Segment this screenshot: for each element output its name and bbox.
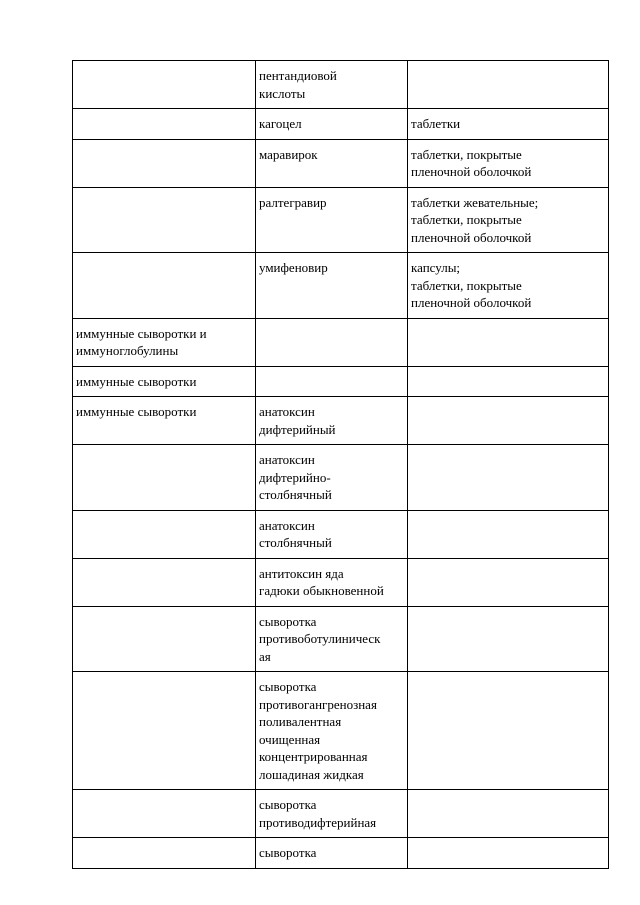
- table-row: [73, 397, 609, 445]
- cell-form: [408, 558, 609, 606]
- cell-name: кагоцел: [256, 109, 408, 140]
- cell-name: умифеновир: [256, 253, 408, 319]
- cell-form: капсулы; таблетки, покрытые пленочной оболочкой: [408, 253, 609, 319]
- cell-group: [73, 672, 256, 790]
- cell-name: пентандиовой кислоты: [256, 61, 408, 109]
- cell-name: антитоксин яда гадюки обыкновенной: [256, 558, 408, 606]
- table-row: [73, 838, 609, 869]
- drug-list-table: [72, 60, 609, 869]
- cell-group: [73, 838, 256, 869]
- cell-name: сыворотка противоботулиническ ая: [256, 606, 408, 672]
- cell-group: [73, 510, 256, 558]
- cell-group: иммунные сыворотки: [73, 366, 256, 397]
- cell-form: [408, 397, 609, 445]
- cell-group: [73, 606, 256, 672]
- table-row: [73, 318, 609, 366]
- table-row: [73, 366, 609, 397]
- table-row: [73, 187, 609, 253]
- cell-name: анатоксин дифтерийно- столбнячный: [256, 445, 408, 511]
- cell-form: таблетки, покрытые пленочной оболочкой: [408, 139, 609, 187]
- cell-form: [408, 606, 609, 672]
- table-row: [73, 139, 609, 187]
- cell-name: ралтегравир: [256, 187, 408, 253]
- table-row: [73, 109, 609, 140]
- cell-group: [73, 187, 256, 253]
- cell-name: маравирок: [256, 139, 408, 187]
- cell-group: [73, 61, 256, 109]
- cell-form: [408, 672, 609, 790]
- cell-form: таблетки: [408, 109, 609, 140]
- cell-form: [408, 61, 609, 109]
- cell-form: [408, 510, 609, 558]
- cell-form: [408, 318, 609, 366]
- cell-name: сыворотка противодифтерийная: [256, 790, 408, 838]
- table-row: [73, 253, 609, 319]
- cell-group: [73, 445, 256, 511]
- cell-group: иммунные сыворотки и иммуноглобулины: [73, 318, 256, 366]
- cell-name: анатоксин столбнячный: [256, 510, 408, 558]
- table-row: [73, 510, 609, 558]
- cell-name: сыворотка: [256, 838, 408, 869]
- cell-name: [256, 366, 408, 397]
- cell-form: [408, 445, 609, 511]
- table-row: [73, 558, 609, 606]
- cell-name: сыворотка противогангренозная поливалентная очищенная концентрированная лошадиная жидкая: [256, 672, 408, 790]
- cell-group: [73, 253, 256, 319]
- cell-group: [73, 109, 256, 140]
- cell-form: таблетки жевательные; таблетки, покрытые пленочной оболочкой: [408, 187, 609, 253]
- table-row: [73, 606, 609, 672]
- cell-group: [73, 558, 256, 606]
- cell-group: [73, 790, 256, 838]
- table-row: [73, 61, 609, 109]
- table-row: [73, 790, 609, 838]
- cell-name: анатоксин дифтерийный: [256, 397, 408, 445]
- cell-group: [73, 139, 256, 187]
- table-row: [73, 445, 609, 511]
- table-body: [73, 61, 609, 869]
- cell-name: [256, 318, 408, 366]
- cell-group: иммунные сыворотки: [73, 397, 256, 445]
- table-row: [73, 672, 609, 790]
- cell-form: [408, 790, 609, 838]
- cell-form: [408, 366, 609, 397]
- cell-form: [408, 838, 609, 869]
